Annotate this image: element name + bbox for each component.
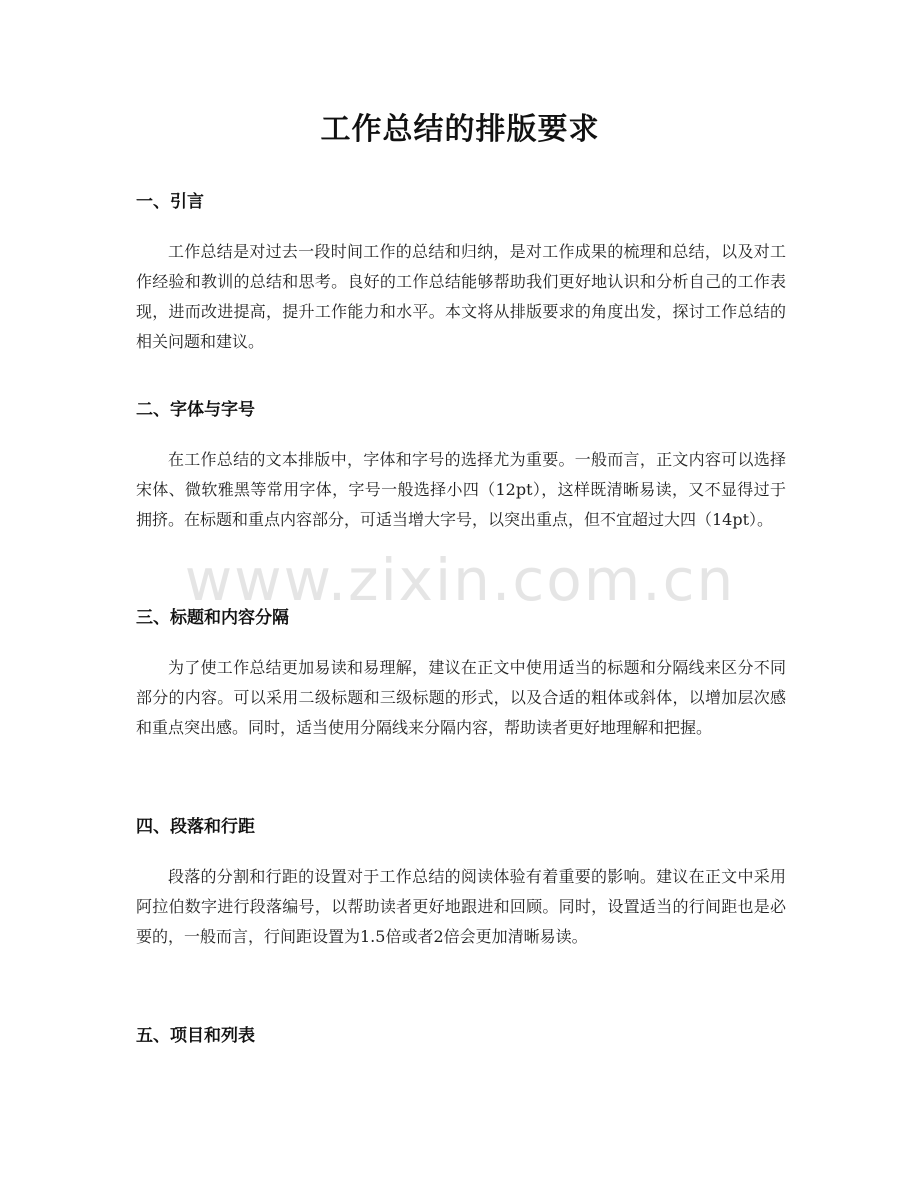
- section-heading: 一、引言: [136, 192, 204, 212]
- section-paragraph: 段落的分割和行距的设置对于工作总结的阅读体验有着重要的影响。建议在正文中采用阿拉伯数字进行段落编号，以帮助读者更好地跟进和回顾。同时，设置适当的行间距也是必要的，一般而言，行间距设置为1.5倍或者2倍会更加清晰易读。: [136, 867, 786, 946]
- section-font-and-size: [136, 398, 786, 535]
- section-paragraph: 工作总结是对过去一段时间工作的总结和归纳，是对工作成果的梳理和总结，以及对工作经验和教训的总结和思考。良好的工作总结能够帮助我们更好地认识和分析自己的工作表现，进而改进提高，提升工作能力和水平。本文将从排版要求的角度出发，探讨工作总结的相关问题和建议。: [136, 242, 786, 351]
- section-heading: 四、段落和行距: [136, 817, 255, 837]
- section-heading: 五、项目和列表: [136, 1026, 255, 1046]
- section-introduction: [136, 190, 786, 357]
- section-title-and-content-separation: [136, 606, 786, 743]
- section-paragraph: 在工作总结的文本排版中，字体和字号的选择尤为重要。一般而言，正文内容可以选择宋体、微软雅黑等常用字体，字号一般选择小四（12pt），这样既清晰易读，又不显得过于拥挤。在标题和重点内容部分，可适当增大字号，以突出重点，但不宜超过大四（14pt）。: [136, 450, 786, 529]
- section-heading: 二、字体与字号: [136, 400, 255, 420]
- section-paragraph-and-line-spacing: [136, 815, 786, 952]
- section-heading: 三、标题和内容分隔: [136, 608, 289, 628]
- section-paragraph: 为了使工作总结更加易读和易理解，建议在正文中使用适当的标题和分隔线来区分不同部分的内容。可以采用二级标题和三级标题的形式，以及合适的粗体或斜体，以增加层次感和重点突出感。同时，适当使用分隔线来分隔内容，帮助读者更好地理解和把握。: [136, 658, 786, 737]
- section-items-and-lists: [136, 1024, 786, 1048]
- watermark: www.zixin.com.cn: [184, 546, 736, 614]
- document-title: 工作总结的排版要求: [320, 112, 600, 147]
